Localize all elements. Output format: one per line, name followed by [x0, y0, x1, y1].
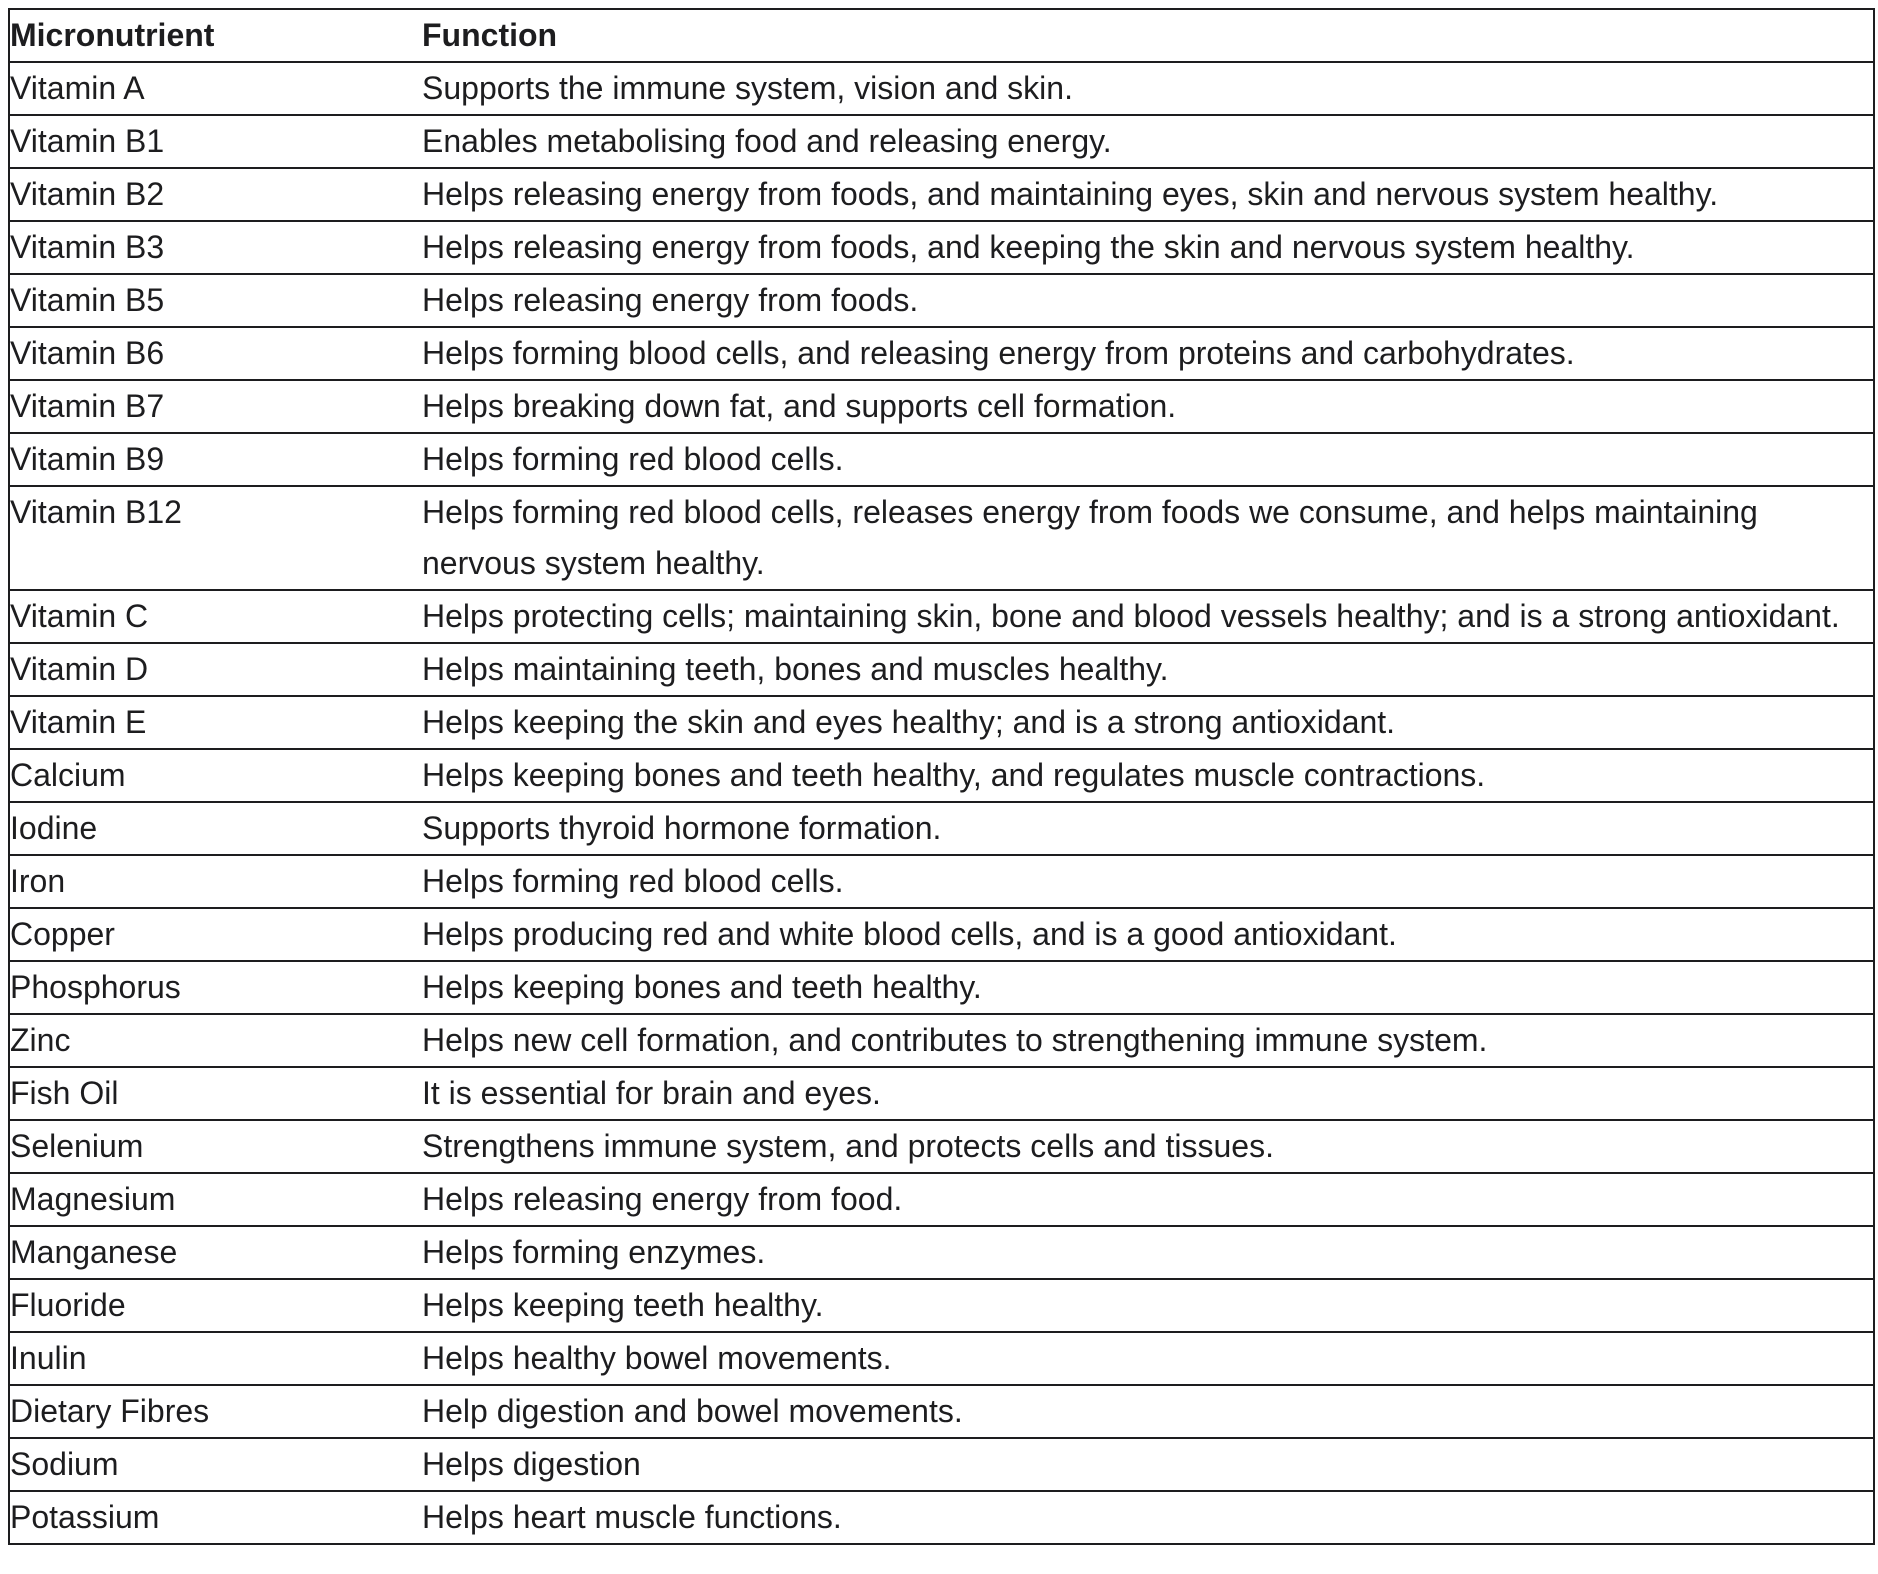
micronutrient-name-cell: Vitamin B7: [9, 380, 422, 433]
function-cell: Helps forming blood cells, and releasing energy from proteins and carbohydrates.: [422, 327, 1874, 380]
header-function: Function: [422, 9, 1874, 62]
table-row: [9, 1332, 1874, 1385]
micronutrient-name-cell: Vitamin B5: [9, 274, 422, 327]
function-cell: Helps breaking down fat, and supports cell formation.: [422, 380, 1874, 433]
table-body: [9, 62, 1874, 1544]
micronutrient-name-cell: Vitamin B6: [9, 327, 422, 380]
header-row: [9, 9, 1874, 62]
function-cell: It is essential for brain and eyes.: [422, 1067, 1874, 1120]
function-cell: Helps forming red blood cells.: [422, 855, 1874, 908]
function-cell: Helps digestion: [422, 1438, 1874, 1491]
table-row: [9, 855, 1874, 908]
function-cell: Helps keeping bones and teeth healthy.: [422, 961, 1874, 1014]
micronutrient-name-cell: Vitamin B9: [9, 433, 422, 486]
micronutrient-name-cell: Calcium: [9, 749, 422, 802]
table-row: [9, 221, 1874, 274]
table-row: [9, 380, 1874, 433]
table-row: [9, 486, 1874, 590]
function-cell: Helps protecting cells; maintaining skin, bone and blood vessels healthy; and is a strong antioxidant.: [422, 590, 1874, 643]
function-cell: Helps heart muscle functions.: [422, 1491, 1874, 1544]
micronutrient-name-cell: Iron: [9, 855, 422, 908]
table-row: [9, 115, 1874, 168]
function-cell: Helps new cell formation, and contributes to strengthening immune system.: [422, 1014, 1874, 1067]
micronutrient-name-cell: Vitamin B12: [9, 486, 422, 590]
table-row: [9, 961, 1874, 1014]
table-row: [9, 749, 1874, 802]
micronutrient-name-cell: Zinc: [9, 1014, 422, 1067]
table-row: [9, 1014, 1874, 1067]
micronutrient-table: [8, 8, 1875, 1545]
table-row: [9, 1491, 1874, 1544]
function-cell: Helps keeping the skin and eyes healthy; and is a strong antioxidant.: [422, 696, 1874, 749]
function-cell: Helps releasing energy from food.: [422, 1173, 1874, 1226]
micronutrient-name-cell: Vitamin B2: [9, 168, 422, 221]
table-row: [9, 696, 1874, 749]
function-cell: Strengthens immune system, and protects cells and tissues.: [422, 1120, 1874, 1173]
micronutrient-name-cell: Dietary Fibres: [9, 1385, 422, 1438]
function-cell: Helps keeping bones and teeth healthy, and regulates muscle contractions.: [422, 749, 1874, 802]
micronutrient-name-cell: Vitamin B3: [9, 221, 422, 274]
function-cell: Helps forming enzymes.: [422, 1226, 1874, 1279]
micronutrient-name-cell: Vitamin A: [9, 62, 422, 115]
table-row: [9, 643, 1874, 696]
table-row: [9, 327, 1874, 380]
function-cell: Helps keeping teeth healthy.: [422, 1279, 1874, 1332]
micronutrient-name-cell: Manganese: [9, 1226, 422, 1279]
micronutrient-name-cell: Vitamin D: [9, 643, 422, 696]
micronutrient-name-cell: Selenium: [9, 1120, 422, 1173]
table-row: [9, 1226, 1874, 1279]
table-row: [9, 802, 1874, 855]
table-row: [9, 1120, 1874, 1173]
micronutrient-name-cell: Inulin: [9, 1332, 422, 1385]
micronutrient-name-cell: Sodium: [9, 1438, 422, 1491]
table-row: [9, 590, 1874, 643]
micronutrient-name-cell: Iodine: [9, 802, 422, 855]
table-row: [9, 1438, 1874, 1491]
micronutrient-name-cell: Vitamin E: [9, 696, 422, 749]
table-header: [9, 9, 1874, 62]
function-cell: Helps maintaining teeth, bones and muscles healthy.: [422, 643, 1874, 696]
function-cell: Helps forming red blood cells, releases energy from foods we consume, and helps maintaining nervous system healthy.: [422, 486, 1874, 590]
function-cell: Supports the immune system, vision and skin.: [422, 62, 1874, 115]
function-cell: Helps healthy bowel movements.: [422, 1332, 1874, 1385]
micronutrient-name-cell: Potassium: [9, 1491, 422, 1544]
function-cell: Helps producing red and white blood cells, and is a good antioxidant.: [422, 908, 1874, 961]
table-row: [9, 1385, 1874, 1438]
function-cell: Enables metabolising food and releasing energy.: [422, 115, 1874, 168]
table-row: [9, 1173, 1874, 1226]
function-cell: Helps releasing energy from foods.: [422, 274, 1874, 327]
micronutrient-name-cell: Copper: [9, 908, 422, 961]
micronutrient-name-cell: Phosphorus: [9, 961, 422, 1014]
function-cell: Helps forming red blood cells.: [422, 433, 1874, 486]
micronutrient-name-cell: Magnesium: [9, 1173, 422, 1226]
table-row: [9, 433, 1874, 486]
table-row: [9, 168, 1874, 221]
function-cell: Supports thyroid hormone formation.: [422, 802, 1874, 855]
micronutrient-name-cell: Vitamin C: [9, 590, 422, 643]
micronutrient-name-cell: Vitamin B1: [9, 115, 422, 168]
table-row: [9, 1067, 1874, 1120]
function-cell: Help digestion and bowel movements.: [422, 1385, 1874, 1438]
table-row: [9, 1279, 1874, 1332]
header-micronutrient: Micronutrient: [9, 9, 422, 62]
table-row: [9, 908, 1874, 961]
table-row: [9, 62, 1874, 115]
micronutrient-table-container: [8, 8, 1875, 1545]
function-cell: Helps releasing energy from foods, and maintaining eyes, skin and nervous system healthy.: [422, 168, 1874, 221]
micronutrient-name-cell: Fluoride: [9, 1279, 422, 1332]
micronutrient-name-cell: Fish Oil: [9, 1067, 422, 1120]
function-cell: Helps releasing energy from foods, and keeping the skin and nervous system healthy.: [422, 221, 1874, 274]
table-row: [9, 274, 1874, 327]
